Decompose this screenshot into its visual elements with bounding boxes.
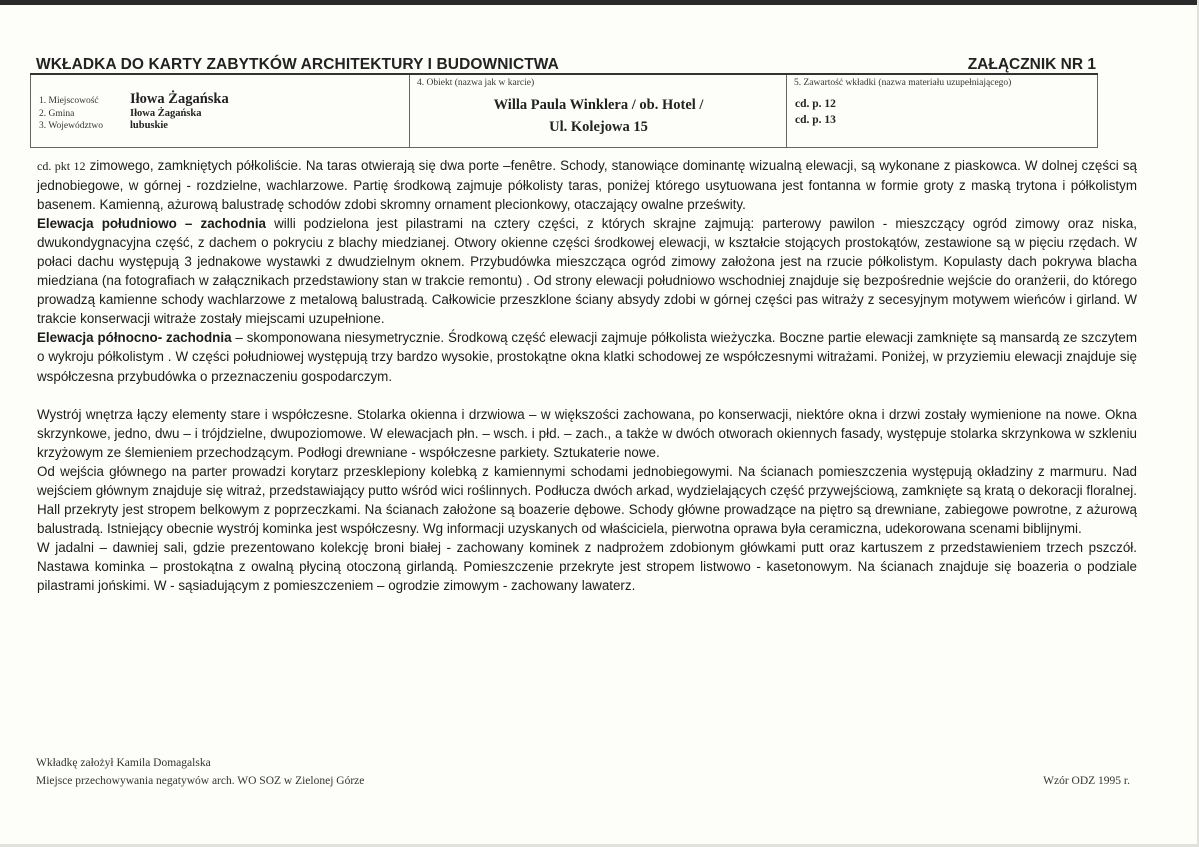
object-name-line2: Ul. Kolejowa 15: [549, 119, 648, 135]
paragraph-southwest-elevation: [37, 214, 1137, 328]
commune-value: Iłowa Żagańska: [130, 108, 202, 119]
footer-author: Wkładkę założył Kamila Domagalska: [36, 757, 211, 769]
footer-storage: Miejsce przechowywania negatywów arch. WO SOZ w Zielonej Górze: [36, 775, 365, 787]
object-label: 4. Obiekt (nazwa jak w karcie): [417, 78, 535, 88]
southwest-text: willi podzielona jest pilastrami na cztery części, z których skrajne zajmują: parterowy pawilon - mieszczący ogród zimowy oraz niska, dwukondygnacyjna część, z dachem o pokryciu z blachy miedzianej. Otwory okienne części środkowej elewacji, w kształcie stojących prostokątów, zestawione są w pięciu rzędach. W połaci dachu występują 3 jednakowe wystawki z dwudzielnym oknem. Przybudówka mieszcząca ogród zimowy założona jest na rzucie półkolistym. Kopulasty dach pokrywa blacha miedziana (na fotografiach w załącznikach przedstawiony stan w trakcie remontu) . Od strony elewacji południowo wschodniej znajduje się bezpośrednie wejście do oranżerii, do którego prowadzą kamienne schody wachlarzowe z metalową balustradą. Całkowicie przeszklone ściany absydy zdobi w górnej części pas witraży z secesyjnym motywem wieńców i girland. W trakcie konserwacji witraże zostały miejscami uzupełnione.: [37, 216, 1137, 327]
voivodeship-label: 3. Województwo: [39, 121, 103, 131]
paragraph-terrace-text: zimowego, zamkniętych półkoliście. Na taras otwierają się dwa porte –fenêtre. Schody, stanowiące dominantę wizualną elewacji, są wykonane z piaskowca. W dolnej części są jednobiegowe, w górnej - rozdzielne, wachlarzowe. Partię środkową zajmuje półkolisty taras, poniżej którego usytuowana jest fontanna w formie groty z maską trytona i półkolistym basenem. Kamienną, ażurową balustradę schodów zdobi skromny ornament plecionkowy, otaczający owalne prześwity.: [37, 158, 1137, 213]
paragraph-interior: Wystrój wnętrza łączy elementy stare i współczesne. Stolarka okienna i drzwiowa – w większości zachowana, po konserwacji, niektóre okna i drzwi zostały wymienione na nowe. Okna skrzynkowe, jedno, dwu – i trójdzielne, dwupoziomowe. W elewacjach płn. – wsch. i płd. – zach., a także w dwóch otworach okiennych fasady, występuje stolarka skrzynkowa w szkleniu krzyżowym ze ślemieniem przechodzącym. Podłogi drewniane - współczesne parkiety. Sztukaterie nowe.: [37, 406, 1137, 460]
voivodeship-value: lubuskie: [130, 120, 168, 131]
continuation-prefix: cd. pkt 12: [37, 159, 86, 173]
paragraph-dining-room: W jadalni – dawniej sali, gdzie prezentowano kolekcję broni białej - zachowany kominek z nadprożem zdobionym główkami putt oraz kartuszem z przedstawieniem trzech pszczół. Nastawa kominka – prostokątna z owalną płyciną otoczoną girlandą. Pomieszczenie przekryte jest stropem listwowo - kasetonowym. Na ścianach znajduje się boazeria o podziale pilastrami jońskimi. W - sąsiadującym z pomieszczeniem – ogrodzie zimowym - zachowany lawaterz.: [37, 539, 1137, 593]
content-value-1: cd. p. 12: [795, 98, 836, 110]
content-value-2: cd. p. 13: [795, 114, 836, 126]
footer-form-version: Wzór ODZ 1995 r.: [1043, 775, 1130, 787]
scan-edge-top: [0, 0, 1199, 5]
town-value: Iłowa Żagańska: [130, 91, 229, 107]
northwest-text: – skomponowana niesymetrycznie. Środkową część elewacji zajmuje półkolista wieżyczka. Boczne partie elewacji zamknięte są mansardą ze szczytem o wykroju półkolistym . W części południowej występują trzy bardzo wysokie, prostokątne okna klatki schodowej ze współczesnymi witrażami. Poniżej, w przyziemiu elewacji znajduje się współczesna przybudówka o przeznaczeniu gospodarczym.: [37, 330, 1138, 384]
town-label: 1. Miejscowość: [39, 96, 99, 106]
annex-number: ZAŁĄCZNIK NR 1: [967, 56, 1096, 73]
southwest-heading: Elewacja południowo – zachodnia: [37, 216, 266, 232]
paragraph-entrance: Od wejścia głównego na parter prowadzi korytarz przesklepiony kolebką z kamiennymi schodami jednobiegowymi. Na ścianach pomieszczenia występują okładziny z marmuru. Nad wejściem głównym znajduje się witraż, przedstawiający putto wśród wici roślinnych. Podłucza dwóch arkad, wydzielających część przywejściową, zamknięte są kratą o dekoracji floralnej. Hall przekryty jest stropem belkowym z poprzeczkami. Na ścianach założone są boazerie dębowe. Schody główne prowadzące na piętro są drewniane, zabiegowe powrotne, z ażurową balustradą. Istniejący obecnie wystrój kominka jest współczesny. Wg informacji uzyskanych od właściciela, pierwotna oprawa była ceramiczna, udekorowana scenami biblijnymi.: [37, 463, 1137, 536]
commune-row: [39, 108, 201, 119]
content-cell: [786, 75, 1097, 147]
location-cell: [31, 75, 409, 147]
object-cell: [409, 75, 786, 147]
paragraph-northwest-elevation: [37, 328, 1137, 385]
voivodeship-row: [39, 120, 168, 131]
northwest-heading: Elewacja północno- zachodnia: [37, 330, 232, 346]
commune-label: 2. Gmina: [39, 109, 75, 119]
info-table: [30, 75, 1098, 148]
town-row: [39, 91, 229, 108]
document-title: WKŁADKA DO KARTY ZABYTKÓW ARCHITEKTURY I BUDOWNICTWA: [36, 56, 559, 73]
document-body: [37, 156, 1137, 595]
paragraph-terrace: [37, 156, 1137, 214]
object-name-line1: Willa Paula Winklera / ob. Hotel /: [493, 97, 704, 113]
content-label: 5. Zawartość wkładki (nazwa materiału uzupełniającego): [794, 78, 1012, 88]
